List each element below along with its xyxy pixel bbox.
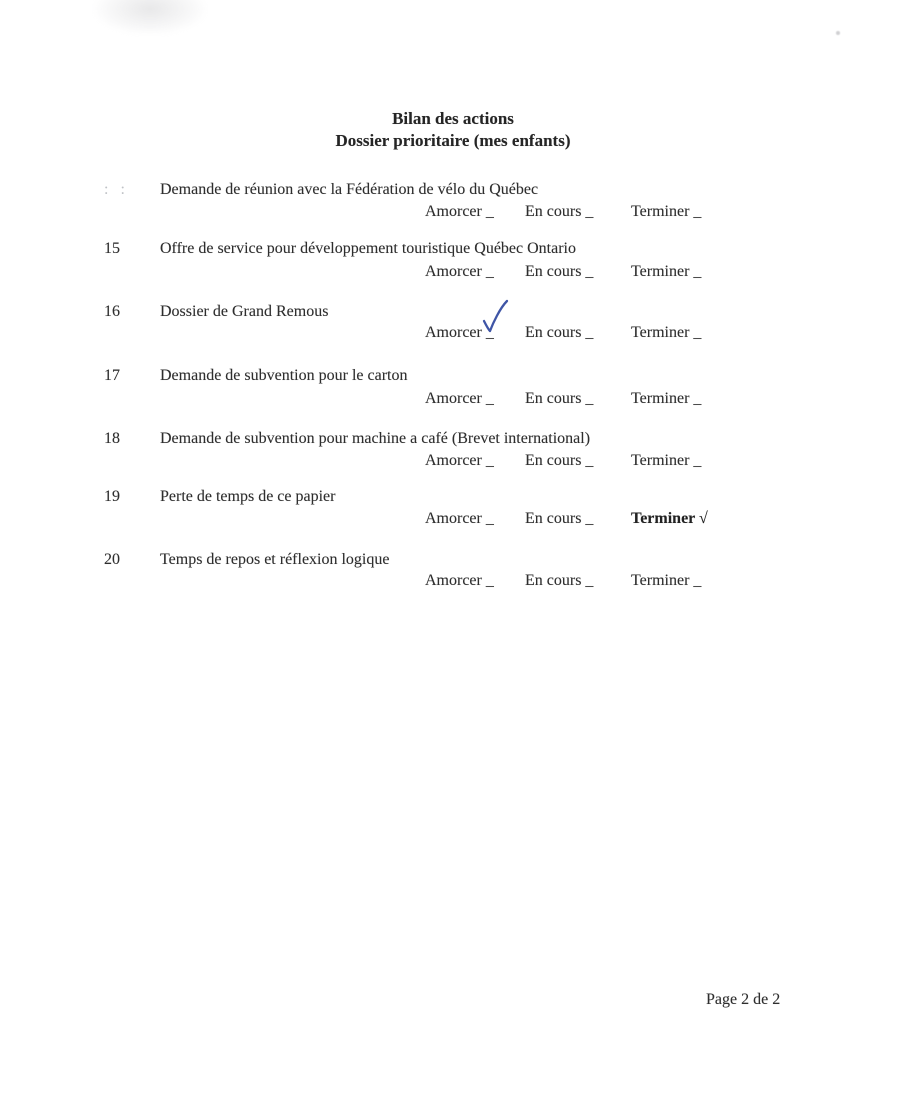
status-amorcer-label: Amorcer _ bbox=[425, 324, 494, 341]
status-amorcer-label: Amorcer _ bbox=[425, 203, 494, 220]
status-terminer-label: Terminer _ bbox=[631, 390, 702, 407]
status-amorcer-label: Amorcer _ bbox=[425, 452, 494, 469]
scan-smudge-artifact bbox=[95, 0, 205, 34]
item-number: 17 bbox=[104, 367, 120, 384]
scan-speck-artifact bbox=[836, 31, 840, 35]
item-label: Offre de service pour développement touristique Québec Ontario bbox=[160, 240, 576, 257]
item-number: 18 bbox=[104, 430, 120, 447]
status-terminer-label: Terminer _ bbox=[631, 324, 702, 341]
document-title bbox=[0, 108, 900, 152]
status-amorcer-label: Amorcer _ bbox=[425, 510, 494, 527]
item-label: Temps de repos et réflexion logique bbox=[160, 551, 390, 568]
status-encours-label: En cours _ bbox=[525, 203, 594, 220]
item-number: : : bbox=[104, 181, 129, 198]
item-number: 20 bbox=[104, 551, 120, 568]
status-encours-label: En cours _ bbox=[525, 324, 594, 341]
page-footer: Page 2 de 2 bbox=[706, 991, 781, 1008]
status-terminer-label: Terminer _ bbox=[631, 203, 702, 220]
item-number: 19 bbox=[104, 488, 120, 505]
status-encours-label: En cours _ bbox=[525, 452, 594, 469]
title-line-1: Bilan des actions bbox=[392, 109, 514, 128]
status-terminer-label-checked: Terminer √ bbox=[631, 510, 708, 527]
item-label: Demande de subvention pour machine a café (Brevet international) bbox=[160, 430, 591, 447]
status-terminer-label: Terminer _ bbox=[631, 452, 702, 469]
status-amorcer-label: Amorcer _ bbox=[425, 390, 494, 407]
title-line-2: Dossier prioritaire (mes enfants) bbox=[335, 131, 571, 150]
status-amorcer-label: Amorcer _ bbox=[425, 263, 494, 280]
item-label: Demande de réunion avec la Fédération de vélo du Québec bbox=[160, 181, 539, 198]
status-terminer-label: Terminer _ bbox=[631, 263, 702, 280]
status-encours-label: En cours _ bbox=[525, 263, 594, 280]
status-encours-label: En cours _ bbox=[525, 390, 594, 407]
status-terminer-label: Terminer _ bbox=[631, 572, 702, 589]
item-label: Demande de subvention pour le carton bbox=[160, 367, 408, 384]
status-amorcer-label: Amorcer _ bbox=[425, 572, 494, 589]
item-label: Dossier de Grand Remous bbox=[160, 303, 329, 320]
item-number: 15 bbox=[104, 240, 120, 257]
status-encours-label: En cours _ bbox=[525, 510, 594, 527]
item-number: 16 bbox=[104, 303, 120, 320]
status-encours-label: En cours _ bbox=[525, 572, 594, 589]
item-label: Perte de temps de ce papier bbox=[160, 488, 336, 505]
